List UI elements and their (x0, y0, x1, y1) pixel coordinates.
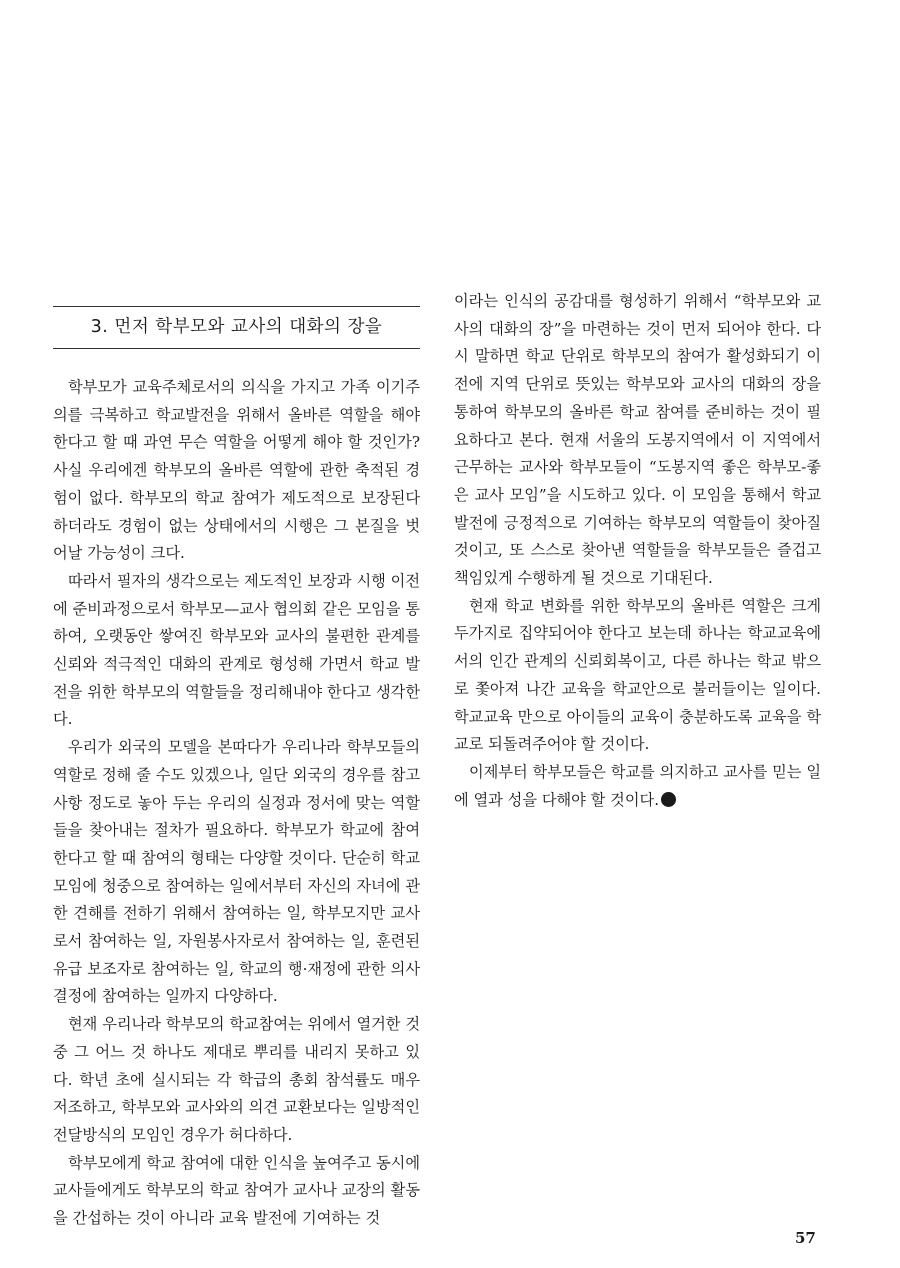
right-column (454, 288, 821, 814)
section-heading: 3. 먼저 학부모와 교사의 대화의 장을 (53, 306, 420, 349)
paragraph: 학부모가 교육주체로서의 의식을 가지고 가족 이기주의를 극복하고 학교발전을 위해서 올바른 역할을 해야 한다고 할 때 과연 무슨 역할을 어떻게 해야 할 것인가? 사실 우리에겐 학부모의 올바른 역할에 관한 축적된 경험이 없다. 학부모의 학교 참여가 제도적으로 보장된다 하더라도 경험이 없는 상태에서의 시행은 그 본질을 벗어날 가능성이 크다. (53, 378, 420, 563)
paragraph: 현재 학교 변화를 위한 학부모의 올바른 역할은 크게 두가지로 집약되어야 한다고 보는데 하나는 학교교육에서의 인간 관계의 신뢰회복이고, 다른 하나는 학교 밖으로 쫓아져 나간 교육을 학교안으로 불러들이는 일이다. 학교교육 만으로 아이들의 교육이 충분하도록 교육을 학교로 되돌려주어야 할 것이다. (454, 596, 821, 754)
paragraph: 현재 우리나라 학부모의 학교참여는 위에서 열거한 것 중 그 어느 것 하나도 제대로 뿌리를 내리지 못하고 있다. 학년 초에 실시되는 각 학급의 총회 참석률도 매우 저조하고, 학부모와 교사와의 의견 교환보다는 일방적인 전달방식의 모임인 경우가 허다하다. (53, 1015, 420, 1144)
paragraph: 따라서 필자의 생각으로는 제도적인 보장과 시행 이전에 준비과정으로서 학부모—교사 협의회 같은 모임을 통하여, 오랫동안 쌓여진 학부모와 교사의 불편한 관계를 신뢰와 적극적인 대화의 관계로 형성해 가면서 학교 발전을 위한 학부모의 역할들을 정리해내야 한다고 생각한다. (53, 571, 420, 729)
paragraph: 우리가 외국의 모델을 본따다가 우리나라 학부모들의 역할로 정해 줄 수도 있겠으나, 일단 외국의 경우를 참고 사항 정도로 놓아 두는 우리의 실정과 정서에 맞는 역할들을 찾아내는 절차가 필요하다. 학부모가 학교에 참여한다고 할 때 참여의 형태는 다양할 것이다. 단순히 학교모임에 청중으로 참여하는 일에서부터 자신의 자녀에 관한 견해를 전하기 위해서 참여하는 일, 학부모지만 교사로서 참여하는 일, 자원봉사자로서 참여하는 일, 훈련된 유급 보조자로 참여하는 일, 학교의 행·재정에 관한 의사 결정에 참여하는 일까지 다양하다. (53, 738, 420, 1006)
paragraph-final-text: 이제부터 학부모들은 학교를 의지하고 교사를 믿는 일에 열과 성을 다해야 할 것이다. (454, 762, 821, 809)
paragraph-final (454, 759, 821, 814)
paragraph-continued: 이라는 인식의 공감대를 형성하기 위해서 “학부모와 교사의 대화의 장”을 마련하는 것이 먼저 되어야 한다. 다시 말하면 학교 단위로 학부모의 참여가 활성화되기 이전에 지역 단위로 뜻있는 학부모와 교사의 대화의 장을 통하여 학부모의 올바른 학교 참여를 준비하는 것이 필요하다고 본다. 현재 서울의 도봉지역에서 이 지역에서 근무하는 교사와 학부모들이 “도봉지역 좋은 학부모-좋은 교사 모임”을 시도하고 있다. 이 모임을 통해서 학교 발전에 긍정적으로 기여하는 학부모의 역할들이 찾아질 것이고, 또 스스로 찾아낸 역할들을 학부모들은 즐겁고 책임있게 수행하게 될 것으로 기대된다. (454, 292, 821, 588)
page-number: 57 (795, 1229, 816, 1247)
end-mark-icon (661, 792, 676, 807)
paragraph: 학부모에게 학교 참여에 대한 인식을 높여주고 동시에 교사들에게도 학부모의 학교 참여가 교사나 교장의 활동을 간섭하는 것이 아니라 교육 발전에 기여하는 것 (53, 1153, 420, 1228)
left-column (53, 288, 420, 1233)
